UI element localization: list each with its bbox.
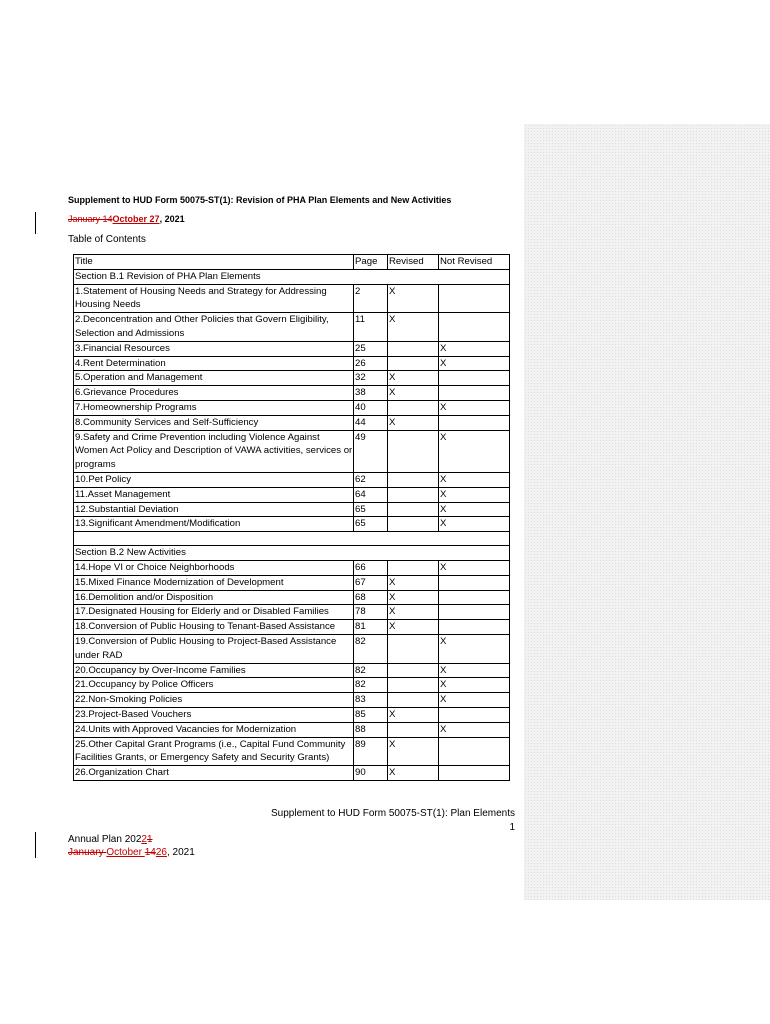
row-page: 38 [354,386,388,401]
row-revised [388,517,439,532]
inserted-text: October 27 [112,214,160,224]
row-title: 20.Occupancy by Over-Income Families [74,663,354,678]
row-title: 23.Project-Based Vouchers [74,707,354,722]
row-not-revised: X [439,693,510,708]
row-revised [388,341,439,356]
row-title: 17.Designated Housing for Elderly and or Disabled Families [74,605,354,620]
table-row [74,766,510,781]
document-date [68,214,185,224]
row-not-revised [439,313,510,342]
date-year: , 2021 [166,847,195,858]
row-not-revised: X [439,400,510,415]
row-page: 67 [354,575,388,590]
inserted-text: 2 [141,834,147,845]
row-page: 65 [354,517,388,532]
row-revised: X [388,590,439,605]
row-not-revised: X [439,502,510,517]
row-not-revised [439,415,510,430]
row-not-revised: X [439,341,510,356]
row-not-revised [439,620,510,635]
row-page: 49 [354,430,388,472]
row-not-revised: X [439,430,510,472]
table-row [74,415,510,430]
row-page: 26 [354,356,388,371]
row-revised [388,472,439,487]
row-page: 82 [354,663,388,678]
row-revised [388,487,439,502]
table-row [74,678,510,693]
row-title: 15.Mixed Finance Modernization of Development [74,575,354,590]
row-title: 21.Occupancy by Police Officers [74,678,354,693]
table-row [74,663,510,678]
row-revised: X [388,415,439,430]
table-row [74,590,510,605]
table-row [74,502,510,517]
row-page: 88 [354,722,388,737]
footer-plan-elements: Supplement to HUD Form 50075-ST(1): Plan Elements [271,808,515,819]
row-title: 8.Community Services and Self-Sufficiency [74,415,354,430]
section-label: Section B.1 Revision of PHA Plan Elements [74,269,510,284]
table-row [74,386,510,401]
row-revised: X [388,620,439,635]
row-title: 5.Operation and Management [74,371,354,386]
row-page: 83 [354,693,388,708]
row-revised [388,693,439,708]
change-bar [35,212,36,234]
row-page: 40 [354,400,388,415]
row-not-revised: X [439,560,510,575]
row-page: 44 [354,415,388,430]
row-title: 7.Homeownership Programs [74,400,354,415]
row-not-revised [439,386,510,401]
row-not-revised [439,707,510,722]
row-not-revised [439,371,510,386]
row-title: 2.Deconcentration and Other Policies that Govern Eligibility, Selection and Admissions [74,313,354,342]
table-row [74,517,510,532]
header-not-revised: Not Revised [439,255,510,270]
inserted-text: October [106,847,145,858]
row-title: 12.Substantial Deviation [74,502,354,517]
table-row [74,620,510,635]
row-title: 18.Conversion of Public Housing to Tenant-Based Assistance [74,620,354,635]
row-page: 82 [354,634,388,663]
row-revised: X [388,284,439,313]
row-revised: X [388,766,439,781]
row-title: 1.Statement of Housing Needs and Strategy for Addressing Housing Needs [74,284,354,313]
row-revised: X [388,313,439,342]
row-not-revised [439,605,510,620]
table-row [74,605,510,620]
row-page: 89 [354,737,388,766]
row-page: 81 [354,620,388,635]
row-not-revised: X [439,517,510,532]
row-title: 4.Rent Determination [74,356,354,371]
row-revised [388,678,439,693]
row-not-revised [439,766,510,781]
row-title: 16.Demolition and/or Disposition [74,590,354,605]
toc-table [73,254,510,781]
header-revised: Revised [388,255,439,270]
row-revised [388,560,439,575]
row-page: 2 [354,284,388,313]
row-page: 32 [354,371,388,386]
row-title: 10.Pet Policy [74,472,354,487]
row-page: 64 [354,487,388,502]
table-row [74,722,510,737]
row-not-revised: X [439,487,510,502]
table-row [74,472,510,487]
table-row [74,634,510,663]
row-not-revised: X [439,634,510,663]
table-row [74,737,510,766]
deleted-text: January 14 [68,214,113,224]
comment-pane [524,124,770,900]
row-revised: X [388,605,439,620]
table-row [74,284,510,313]
row-not-revised [439,284,510,313]
row-not-revised [439,737,510,766]
row-revised [388,634,439,663]
table-header-row [74,255,510,270]
row-title: 9.Safety and Crime Prevention including Violence Against Women Act Policy and Description of VAWA activities, services or programs [74,430,354,472]
row-revised [388,722,439,737]
table-row [74,341,510,356]
table-row [74,707,510,722]
row-not-revised [439,590,510,605]
row-revised: X [388,737,439,766]
row-revised: X [388,707,439,722]
deleted-text: January [68,847,107,858]
row-page: 82 [354,678,388,693]
row-revised: X [388,386,439,401]
row-not-revised: X [439,663,510,678]
table-row [74,400,510,415]
table-row [74,487,510,502]
table-row [74,371,510,386]
row-not-revised [439,575,510,590]
row-title: 25.Other Capital Grant Programs (i.e., Capital Fund Community Facilities Grants, or Emergency Safety and Security Grants) [74,737,354,766]
blank-cell [74,532,510,546]
change-bar [35,832,36,858]
row-title: 14.Hope VI or Choice Neighborhoods [74,560,354,575]
row-page: 78 [354,605,388,620]
row-page: 11 [354,313,388,342]
deleted-text: 1 [146,834,153,845]
table-row [74,430,510,472]
row-not-revised: X [439,678,510,693]
table-row [74,313,510,342]
table-row [74,693,510,708]
row-not-revised: X [439,356,510,371]
table-row [74,356,510,371]
footer-date [68,846,195,859]
row-revised [388,663,439,678]
blank-row [74,532,510,546]
table-row [74,560,510,575]
row-revised: X [388,575,439,590]
row-title: 24.Units with Approved Vacancies for Modernization [74,722,354,737]
row-page: 62 [354,472,388,487]
inserted-text: 26 [155,847,167,858]
header-title: Title [74,255,354,270]
row-page: 25 [354,341,388,356]
footer-page-number: 1 [509,822,515,833]
row-page: 68 [354,590,388,605]
row-title: 19.Conversion of Public Housing to Project-Based Assistance under RAD [74,634,354,663]
row-title: 13.Significant Amendment/Modification [74,517,354,532]
footer-annual-plan [68,833,153,846]
row-not-revised: X [439,722,510,737]
row-page: 85 [354,707,388,722]
row-page: 90 [354,766,388,781]
header-page: Page [354,255,388,270]
row-revised [388,356,439,371]
row-revised [388,400,439,415]
row-page: 66 [354,560,388,575]
plan-prefix: Annual Plan 202 [68,834,142,845]
row-revised [388,430,439,472]
row-not-revised: X [439,472,510,487]
row-title: 3.Financial Resources [74,341,354,356]
date-year: , 2021 [159,214,185,224]
row-title: 26.Organization Chart [74,766,354,781]
row-page: 65 [354,502,388,517]
section-label: Section B.2 New Activities [74,546,510,561]
toc-heading: Table of Contents [68,234,146,245]
table-row [74,575,510,590]
section-row [74,269,510,284]
row-title: 11.Asset Management [74,487,354,502]
document-title: Supplement to HUD Form 50075-ST(1): Revision of PHA Plan Elements and New Activities [68,195,452,205]
row-title: 6.Grievance Procedures [74,386,354,401]
deleted-text: 14 [144,847,156,858]
row-revised [388,502,439,517]
row-revised: X [388,371,439,386]
row-title: 22.Non-Smoking Policies [74,693,354,708]
section-row [74,546,510,561]
